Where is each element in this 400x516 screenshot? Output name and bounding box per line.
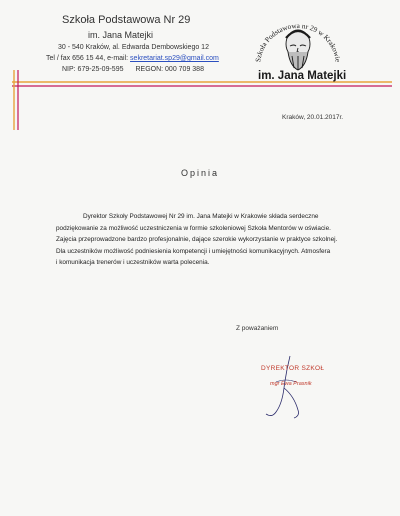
letter-title: Opinia: [180, 168, 219, 178]
logo-name: im. Jana Matejki: [258, 70, 347, 82]
school-name: Szkoła Podstawowa Nr 29: [62, 14, 191, 26]
body-line: podziękowanie za możliwość uczestniczenia w formie szkoleniowej Szkoła Mentorów w oświacie.: [56, 224, 331, 232]
closing-regards: Z poważaniem: [236, 325, 279, 332]
body-line: Dyrektor Szkoły Podstawowej Nr 29 im. Jana Matejki w Krakowie składa serdeczne: [83, 213, 319, 220]
email-link[interactable]: sekretariat.sp29@gmail.com: [130, 55, 219, 62]
handwritten-signature: [246, 352, 316, 422]
letter-date: Kraków, 20.01.2017r.: [282, 114, 344, 121]
stamp-name: mgr Ewa Prasnik: [270, 381, 312, 387]
regon-number: REGON: 000 709 388: [135, 66, 204, 73]
contact-line: [46, 55, 219, 62]
portrait-icon: [286, 30, 310, 70]
body-line: i komunikacja trenerów i uczestników warta polecenia.: [56, 259, 210, 267]
school-address: 30 - 540 Kraków, al. Edwarda Dembowskiego 12: [58, 44, 209, 51]
letter-body: [56, 211, 366, 269]
school-patron: im. Jana Matejki: [88, 30, 154, 40]
body-line: Zajęcia przeprowadzone bardzo profesjonalnie, dające szerokie wykorzystanie w praktyce szkolnej.: [56, 236, 338, 244]
nip-number: NIP: 679-25-09-595: [62, 66, 124, 73]
stamp-title: DYREKTOR SZKOŁ: [261, 365, 325, 372]
registration-ids: [62, 66, 204, 73]
body-line: Dla uczestników możliwość podniesienia kompetencji i umiejętności komunikacyjnych. Atmosfera: [56, 247, 331, 255]
logo-ring-text: Szkoła Podstawowa nr 29 w Krakowie: [254, 21, 342, 63]
tel-fax-text: Tel / fax 656 15 44, e-mail:: [46, 55, 131, 62]
